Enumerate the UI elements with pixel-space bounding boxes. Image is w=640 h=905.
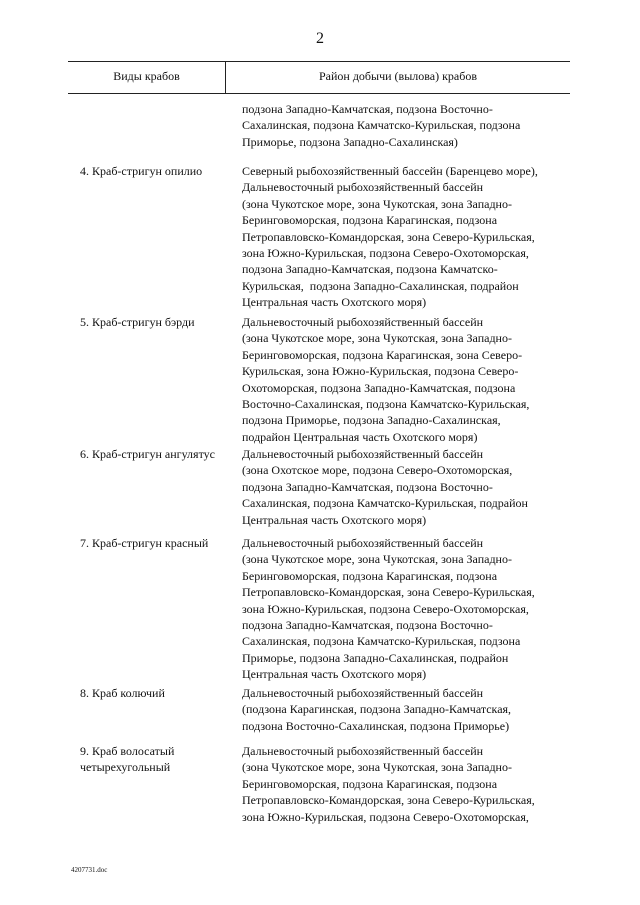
header-bottom-rule: [68, 93, 570, 94]
continuation-text: подзона Западно-Камчатская, подзона Восточно- Сахалинская, подзона Камчатско-Курильская, подзона Приморье, подзона Западно-Сахалинская): [242, 102, 521, 149]
region-8: Дальневосточный рыбохозяйственный бассейн (подзона Карагинская, подзона Западно-Камчатская, подзона Восточно-Сахалинская, подзона Приморье): [242, 686, 512, 733]
region-4: Северный рыбохозяйственный бассейн (Баренцево море), Дальневосточный рыбохозяйственный бассейн (зона Чукотское море, зона Чукотская, зона Западно- Беринговоморская, подзона Карагинская, подзона Петропавловско-Командорская, зона Северо-Курильская, зона Южно-Курильская, подзона Северо-Охотоморская, подзона Западно-Камчатская, подзона Камчатско- Курильская, подзона Западно-Сахалинская, подрайон Центральная часть Охотского моря): [242, 164, 538, 310]
region-7: Дальневосточный рыбохозяйственный бассейн (зона Чукотское море, зона Чукотская, зона Западно- Беринговоморская, подзона Карагинская, подзона Петропавловско-Командорская, зона Северо-Курильская, зона Южно-Курильская, подзона Северо-Охотоморская, подзона Западно-Камчатская, подзона Восточно- Сахалинская, подзона Камчатско-Курильская, подзона Приморье, подзона Западно-Сахалинская, подрайон Центральная часть Охотского моря): [242, 536, 535, 682]
table-top-rule: [68, 61, 570, 62]
region-5: Дальневосточный рыбохозяйственный бассейн (зона Чукотское море, зона Чукотская, зона Западно- Беринговоморская, подзона Карагинская, зона Северо- Курильская, зона Южно-Курильская, подзона Северо- Охотоморская, подзона Западно-Камчатская, подзона Восточно-Сахалинская, подзона Камчатско-Курильская, подзона Приморье, подзона Западно-Сахалинская, подрайон Центральная часть Охотского моря): [242, 315, 530, 444]
species-7: 7. Краб-стригун красный: [80, 536, 209, 550]
species-5: 5. Краб-стригун бэрди: [80, 315, 195, 329]
species-4: 4. Краб-стригун опилио: [80, 164, 203, 178]
region-6: Дальневосточный рыбохозяйственный бассейн (зона Охотское море, подзона Северо-Охотоморская, подзона Западно-Камчатская, подзона Восточно- Сахалинская, подзона Камчатско-Курильская, подрайон Центральная часть Охотского моря): [242, 447, 528, 527]
page-number: 2: [316, 30, 324, 47]
species-9: 9. Краб волосатый четырехугольный: [80, 744, 175, 775]
header-region: Район добычи (вылова) крабов: [318, 69, 478, 83]
species-6: 6. Краб-стригун ангулятус: [80, 447, 215, 461]
header-species: Виды крабов: [113, 69, 180, 83]
region-9: Дальневосточный рыбохозяйственный бассейн (зона Чукотское море, зона Чукотская, зона Западно- Беринговоморская, подзона Карагинская, подзона Петропавловско-Командорская, зона Северо-Курильская, зона Южно-Курильская, подзона Северо-Охотоморская,: [242, 744, 535, 824]
species-8: 8. Краб колючий: [80, 686, 165, 700]
footer-filename: 4207731.doc: [71, 866, 108, 874]
